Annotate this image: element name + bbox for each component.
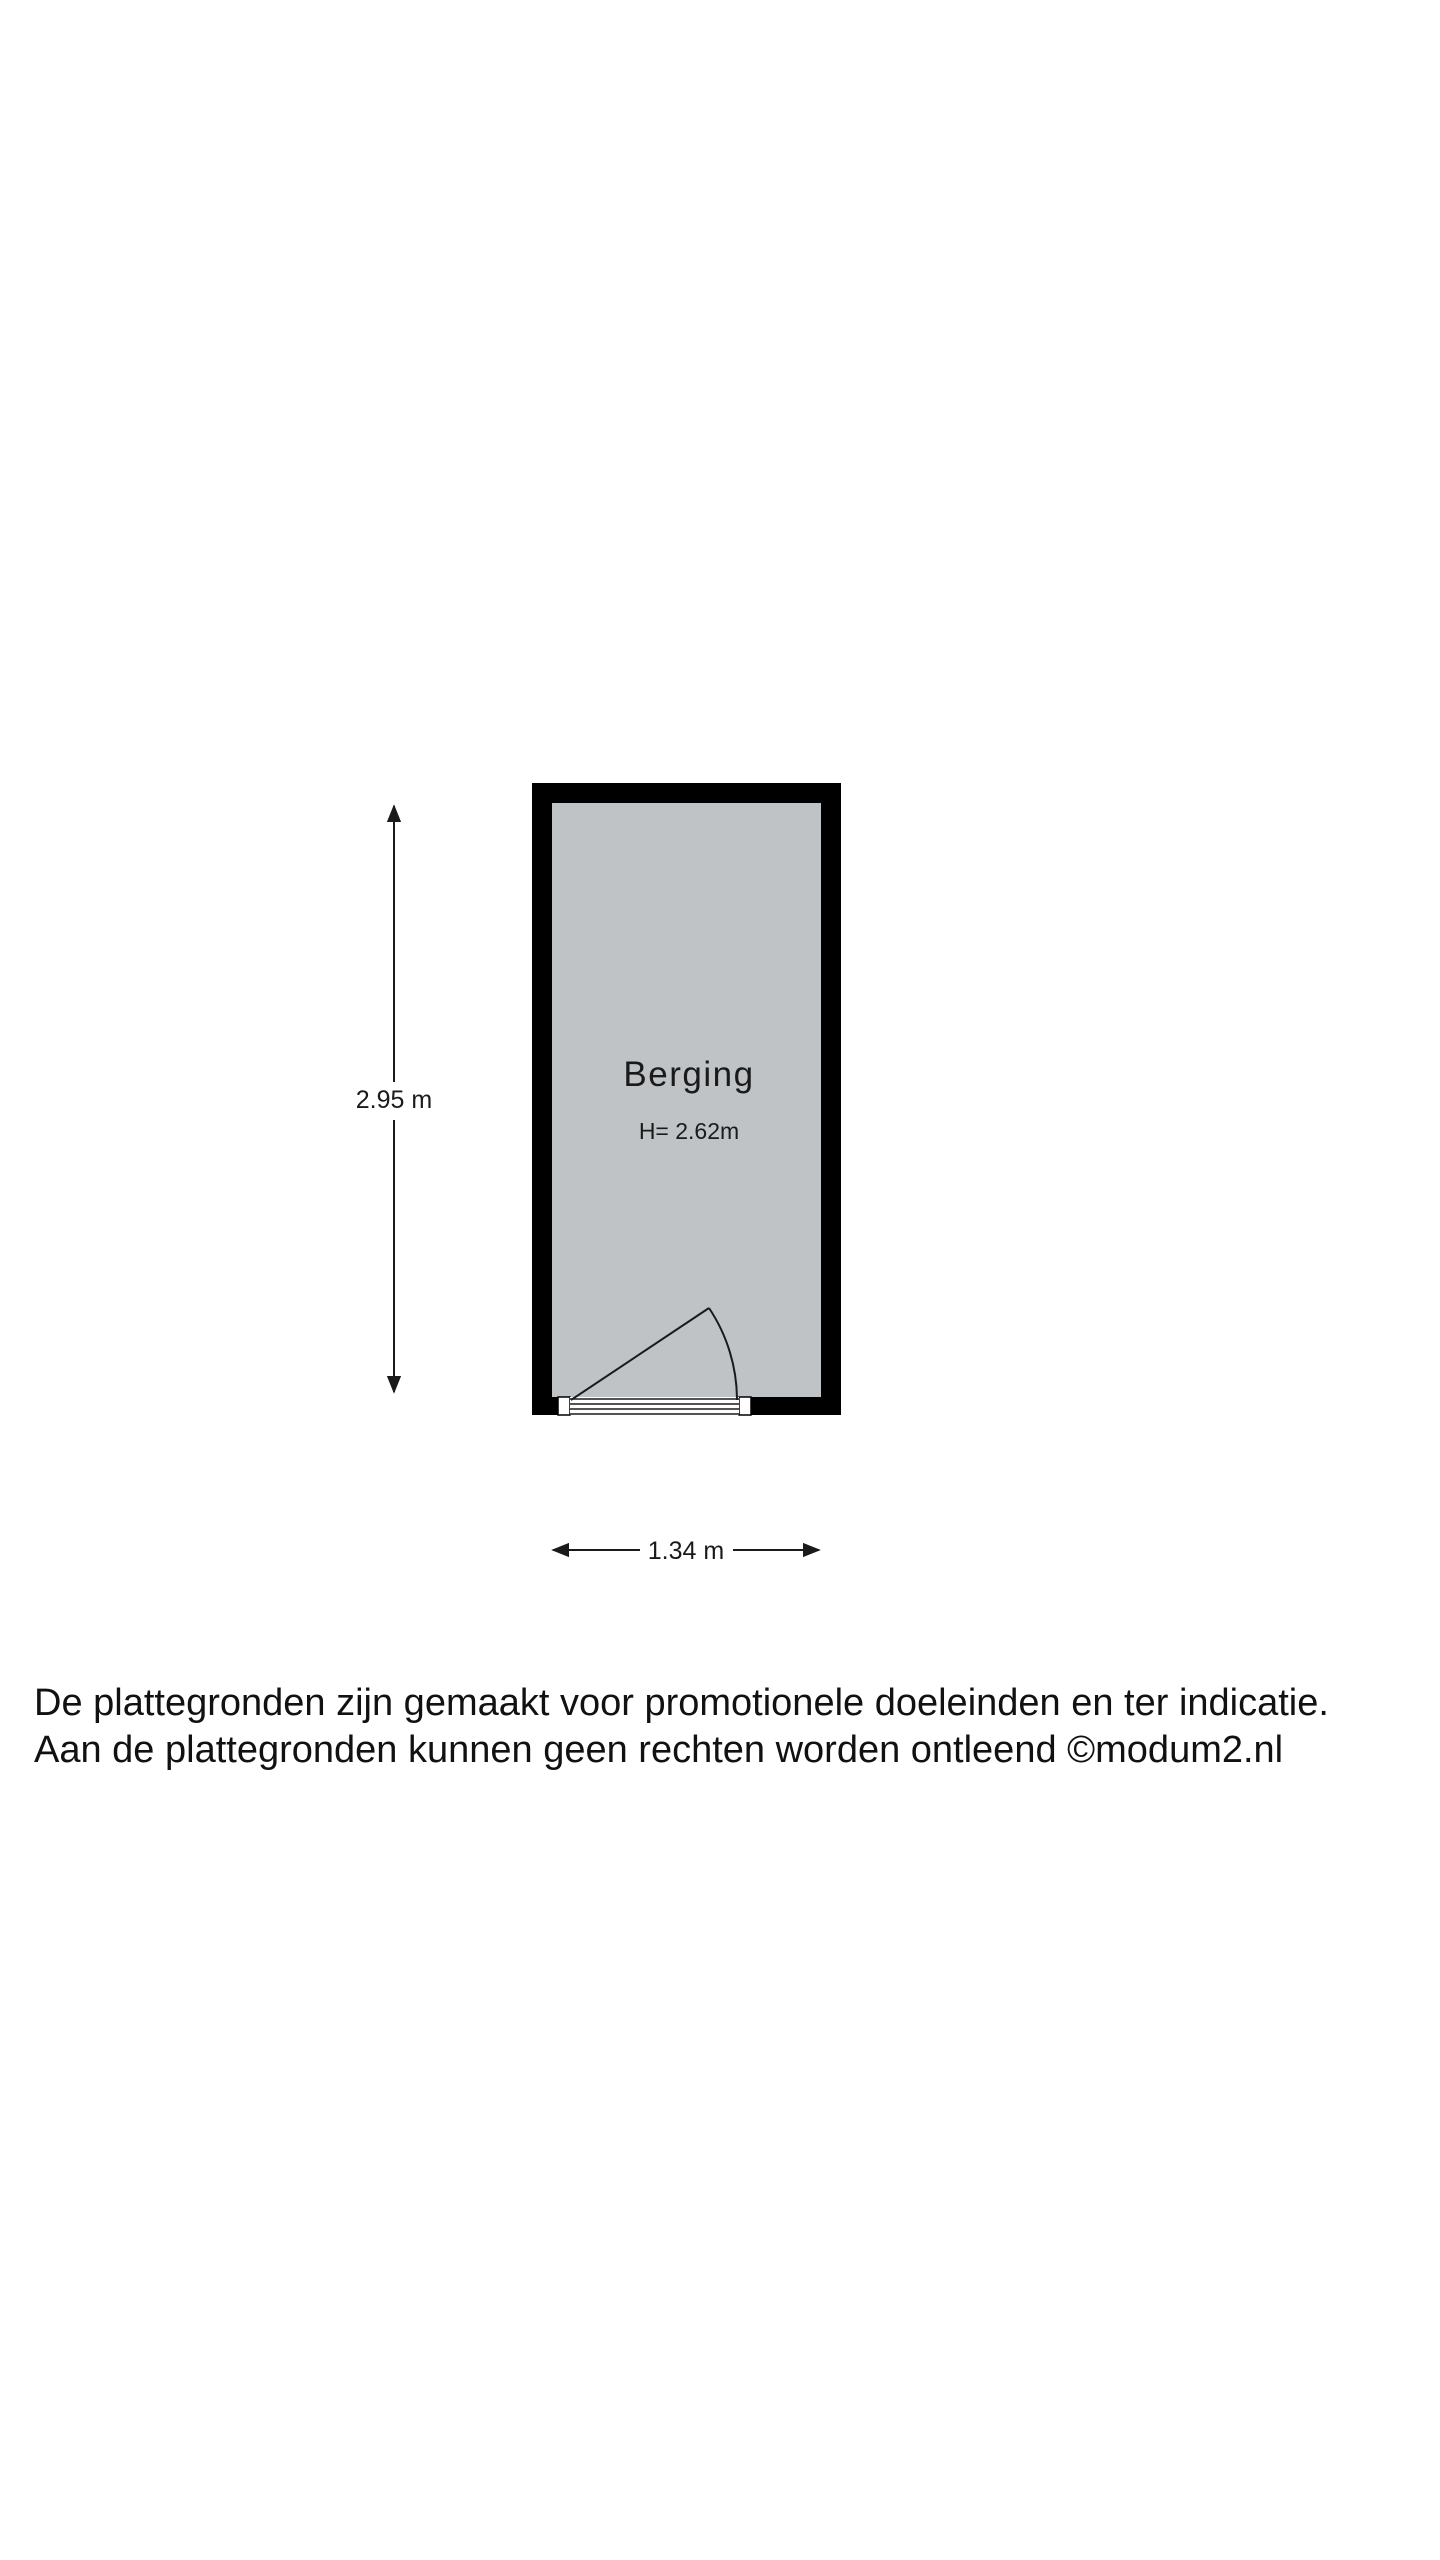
disclaimer <box>34 1680 1424 1774</box>
disclaimer-line-1: De plattegronden zijn gemaakt voor promotionele doeleinden en ter indicatie. <box>34 1682 1329 1724</box>
room-height-label: H= 2.62m <box>638 1118 740 1144</box>
door-threshold <box>558 1397 751 1415</box>
room-name: Berging <box>623 1055 755 1094</box>
room-floor <box>552 803 821 1397</box>
depth-dimension-label: 2.95 m <box>355 1086 433 1114</box>
disclaimer-line-2: Aan de plattegronden kunnen geen rechten worden ontleend ©modum2.nl <box>34 1729 1284 1771</box>
width-dimension-label: 1.34 m <box>647 1537 725 1565</box>
